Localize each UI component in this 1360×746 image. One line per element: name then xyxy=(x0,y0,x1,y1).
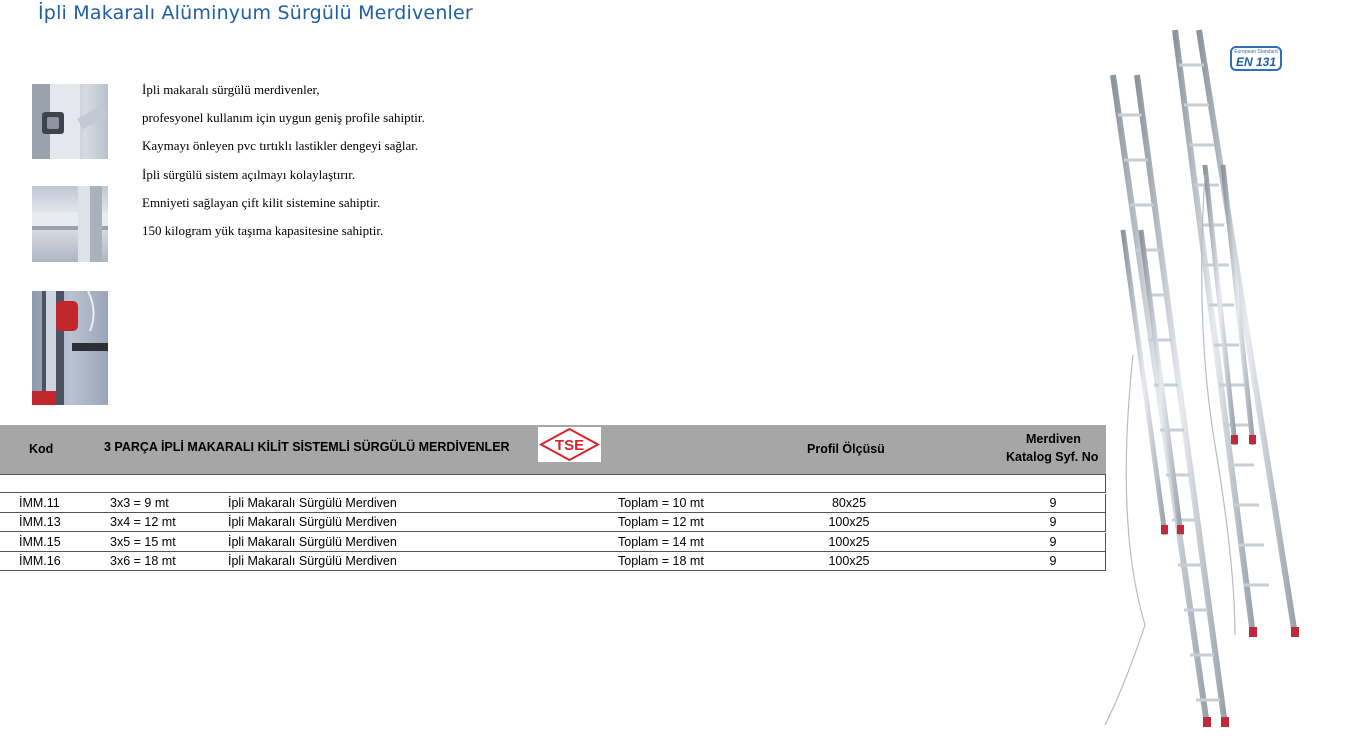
cell-name: İpli Makaralı Sürgülü Merdiven xyxy=(228,515,397,529)
cell-page: 9 xyxy=(1049,515,1057,529)
cell-total: Toplam = 10 mt xyxy=(618,496,704,510)
table-row xyxy=(0,494,1106,513)
page-title: İpli Makaralı Alüminyum Sürgülü Merdivenler xyxy=(38,2,473,24)
header-catalog-line1: Merdiven xyxy=(1026,432,1081,446)
cell-profile: 80x25 xyxy=(831,496,867,510)
cell-total: Toplam = 18 mt xyxy=(618,554,704,568)
cell-page: 9 xyxy=(1049,554,1057,568)
cell-code: İMM.13 xyxy=(19,515,61,529)
feature-item: 150 kilogram yük taşıma kapasitesine sahiptir. xyxy=(142,222,384,238)
cell-name: İpli Makaralı Sürgülü Merdiven xyxy=(228,496,397,510)
cell-size: 3x6 = 18 mt xyxy=(110,554,176,568)
ladder-rung-photo xyxy=(32,186,108,262)
cell-page: 9 xyxy=(1049,535,1057,549)
cell-code: İMM.15 xyxy=(19,535,61,549)
feature-list xyxy=(142,80,425,249)
ladder-back-section xyxy=(1175,30,1299,637)
tse-logo xyxy=(538,427,601,462)
feature-item: Emniyeti sağlayan çift kilit sistemine sahiptir. xyxy=(142,194,381,210)
header-description: 3 PARÇA İPLİ MAKARALI KİLİT SİSTEMLİ SÜRGÜLÜ MERDİVENLER xyxy=(104,440,510,454)
tse-logo-text: TSE xyxy=(554,437,585,454)
cell-code: İMM.16 xyxy=(19,554,61,568)
feature-item: İpli sürgülü sistem açılmayı kolaylaştırır. xyxy=(142,166,356,182)
ladder-rope xyxy=(1105,355,1145,725)
cell-size: 3x3 = 9 mt xyxy=(110,496,169,510)
ladder-middle-section xyxy=(1113,75,1229,727)
feature-item: İpli makaralı sürgülü merdivenler, xyxy=(142,82,320,97)
header-catalog-line2: Katalog Syf. No xyxy=(1006,450,1099,464)
cell-total: Toplam = 14 mt xyxy=(618,535,704,549)
cell-size: 3x4 = 12 mt xyxy=(110,515,176,529)
ladder-product-image xyxy=(1085,25,1325,735)
header-profile: Profil Ölçüsü xyxy=(807,442,885,456)
cell-page: 9 xyxy=(1049,496,1057,510)
table-row xyxy=(0,513,1106,532)
ladder-hook-photo xyxy=(32,84,108,159)
cell-code: İMM.11 xyxy=(19,496,60,510)
en131-badge-label: EN 131 xyxy=(1235,55,1277,69)
cell-size: 3x5 = 15 mt xyxy=(110,535,176,549)
table-row xyxy=(0,533,1106,552)
table-spacer-row xyxy=(0,475,1106,493)
cell-profile: 100x25 xyxy=(828,515,870,529)
ladder-lock-photo xyxy=(32,291,108,405)
en131-badge-caption: European Standard xyxy=(1234,49,1278,55)
cell-name: İpli Makaralı Sürgülü Merdiven xyxy=(228,535,397,549)
header-code: Kod xyxy=(29,442,54,456)
feature-item: Kaymayı önleyen pvc tırtıklı lastikler dengeyi sağlar. xyxy=(142,138,419,154)
cell-profile: 100x25 xyxy=(828,535,870,549)
feature-item: profesyonel kullanım için uygun geniş profile sahiptir. xyxy=(142,110,425,126)
cell-name: İpli Makaralı Sürgülü Merdiven xyxy=(228,554,397,568)
cell-profile: 100x25 xyxy=(828,554,870,568)
cell-total: Toplam = 12 mt xyxy=(618,515,704,529)
table-row xyxy=(0,552,1106,571)
